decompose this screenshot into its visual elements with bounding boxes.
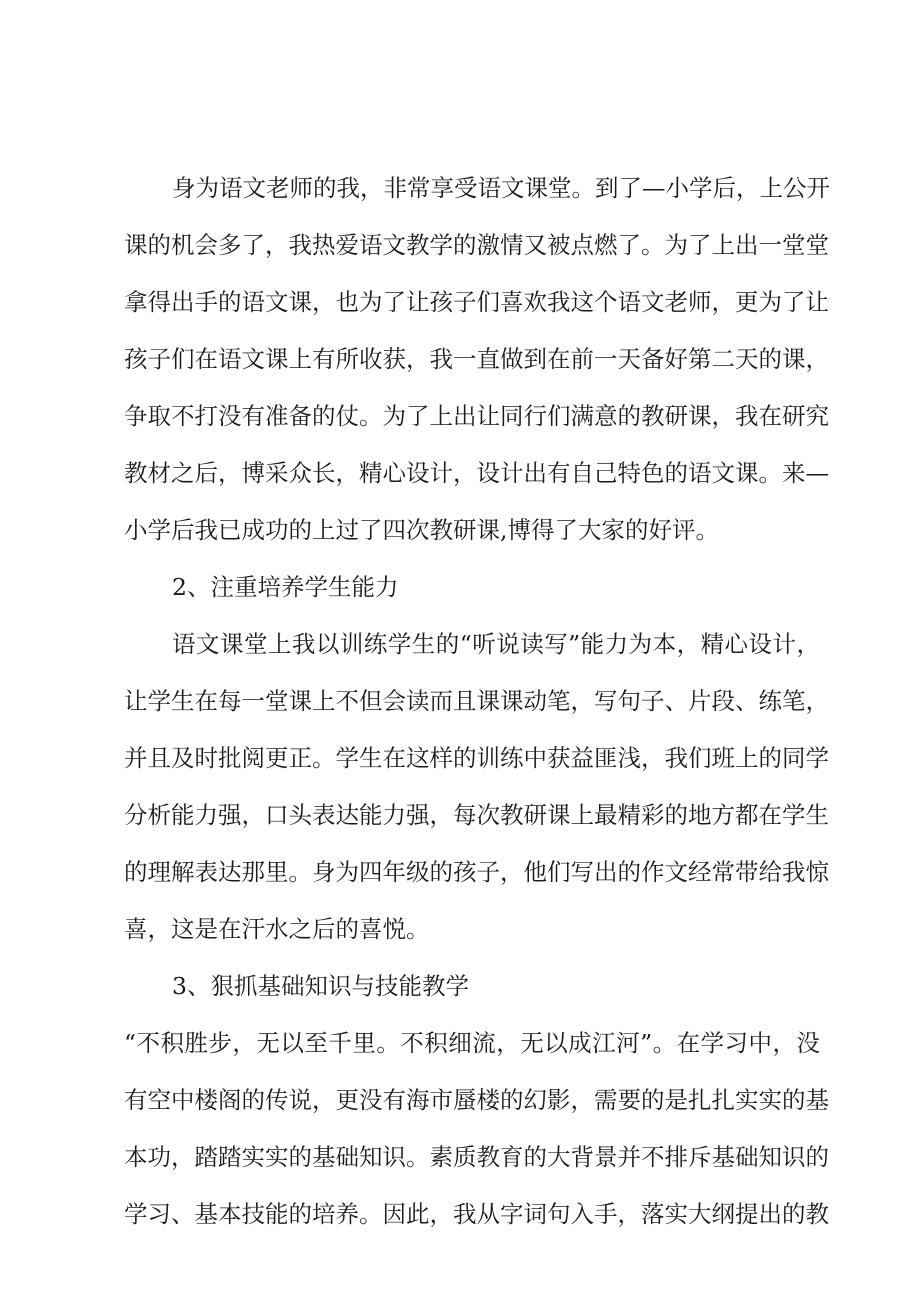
paragraph-2-line-6: 喜，这是在汗水之后的喜悦。 [124, 915, 430, 943]
paragraph-3-line-2: 有空中楼阁的传说，更没有海市蜃楼的幻影，需要的是扎扎实实的基 [124, 1086, 829, 1114]
paragraph-1-line-4: 孩子们在语文课上有所收获，我一直做到在前一天备好第二天的课， [124, 345, 829, 373]
paragraph-2-line-3: 并且及时批阅更正。学生在这样的训练中获益匪浅，我们班上的同学 [124, 744, 829, 772]
paragraph-2-line-2: 让学生在每一堂课上不但会读而且课课动笔，写句子、片段、练笔， [124, 687, 829, 715]
paragraph-1-line-7: 小学后我已成功的上过了四次教研课,博得了大家的好评。 [124, 516, 719, 544]
paragraph-1-line-6: 教材之后，博采众长，精心设计，设计出有自己特色的语文课。来— [124, 459, 829, 487]
paragraph-1-line-3: 拿得出手的语文课，也为了让孩子们喜欢我这个语文老师，更为了让 [124, 288, 829, 316]
paragraph-1-line-5: 争取不打没有准备的仗。为了上出让同行们满意的教研课，我在研究 [124, 402, 829, 430]
paragraph-3-line-3: 本功，踏踏实实的基础知识。素质教育的大背景并不排斥基础知识的 [124, 1143, 829, 1171]
paragraph-2-line-5: 的理解表达那里。身为四年级的孩子，他们写出的作文经常带给我惊 [124, 858, 829, 886]
paragraph-1-line-2: 课的机会多了，我热爱语文教学的激情又被点燃了。为了上出一堂堂 [124, 231, 829, 259]
paragraph-3-line-4: 学习、基本技能的培养。因此，我从字词句入手，落实大纲提出的教 [124, 1200, 829, 1228]
paragraph-2-line-1: 语文课堂上我以训练学生的“听说读写”能力为本，精心设计， [172, 630, 820, 658]
section-heading-2: 2、注重培养学生能力 [172, 573, 399, 601]
section-heading-3: 3、狠抓基础知识与技能教学 [172, 972, 469, 1000]
paragraph-1-line-1: 身为语文老师的我，非常享受语文课堂。到了—小学后，上公开 [172, 174, 830, 202]
paragraph-3-line-1: “不积胜步，无以至千里。不积细流，无以成江河”。在学习中，没 [124, 1029, 820, 1057]
paragraph-2-line-4: 分析能力强，口头表达能力强，每次教研课上最精彩的地方都在学生 [124, 801, 829, 829]
